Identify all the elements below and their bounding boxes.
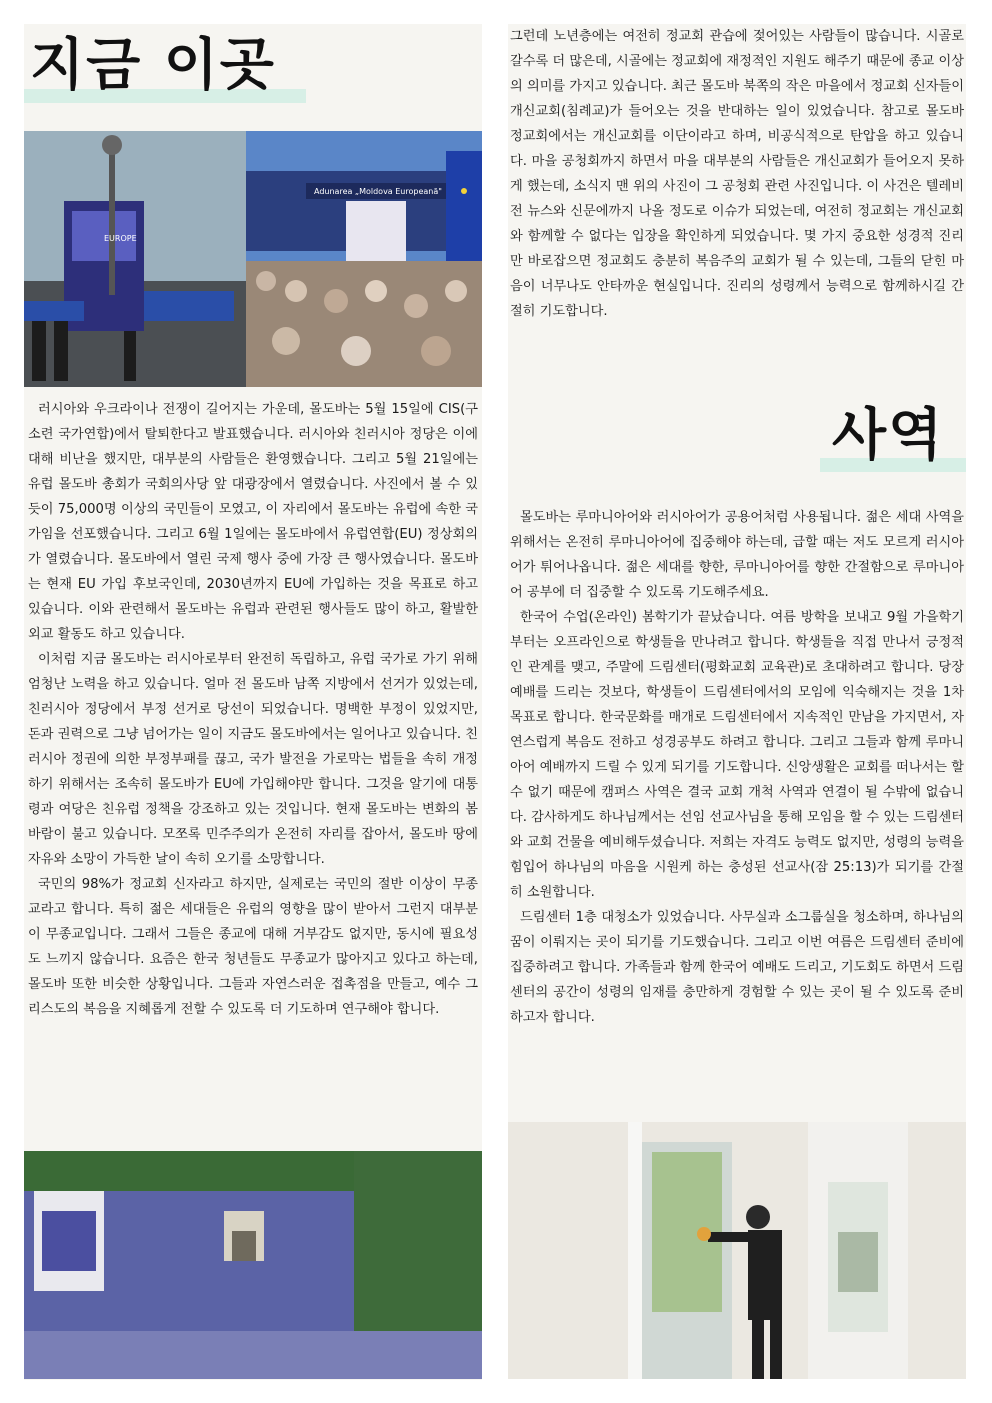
photo-cleaning-window <box>508 1122 966 1379</box>
stage-banner: Adunarea „Moldova Europeană" <box>314 187 442 196</box>
page-title: 지금 이곳 <box>30 33 276 98</box>
right-text-block <box>510 505 964 1030</box>
right-paragraph: 한국어 수업(온라인) 봄학기가 끝났습니다. 여름 방학을 보내고 9월 가을학기부터는 오프라인으로 학생들을 만나려고 합니다. 학생들을 직접 만나서 긍정적인 관계를 맺고, 주말에 드림센터(평화교회 교육관)로 초대하려고 합니다. 당장 예배를 드리는 것보다, 학생들이 드림센터에서의 모임에 익숙해지는 것을 1차 목표로 합니다. 한국문화를 매개로 드림센터에서 지속적인 만남을 가지면서, 자연스럽게 복음도 전하고 성경공부도 하려고 합니다. 그리고 그들과 함께 루마니아어 예배까지 드릴 수 있게 되기를 기도합니다. 신앙생활은 교회를 떠나서는 할 수 없기 때문에 캠퍼스 사역은 결국 교회 개척 사역과 연결이 될 수밖에 없습니다. 감사하게도 하나님께서는 선임 선교사님을 통해 모임을 할 수 있는 드림센터와 교회 건물을 예비해두셨습니다. 저희는 자격도 능력도 없지만, 성령의 능력을 힘입어 하나님의 마음을 시원케 하는 충성된 선교사(잠 25:13)가 되기를 간절히 소원합니다. <box>510 610 964 900</box>
left-paragraph: 러시아와 우크라이나 전쟁이 길어지는 가운데, 몰도바는 5월 15일에 CIS(구소련 국가연합)에서 탈퇴한다고 발표했습니다. 러시아와 친러시아 정당은 이에 대해 비난을 했지만, 대부분의 사람들은 환영했습니다. 그리고 5월 21일에는 유럽 몰도바 총회가 국회의사당 앞 대광장에서 열렸습니다. 사진에서 볼 수 있듯이 75,000명 이상의 국민들이 모였고, 이 자리에서 몰도바는 유럽에 속한 국가임을 선포했습니다. 그리고 6월 1일에는 몰도바에서 유럽연합(EU) 정상회의가 열렸습니다. 몰도바에서 열린 국제 행사 중에 가장 큰 행사였습니다. 몰도바는 현재 EU 가입 후보국인데, 2030년까지 EU에 가입하는 것을 목표로 하고 있습니다. 이와 관련해서 몰도바는 유럽과 관련된 행사들도 많이 하고, 활발한 외교 활동도 하고 있습니다. <box>28 402 478 642</box>
tent-text: EUROPE <box>104 234 137 243</box>
section-title-ministry: 사역 <box>832 403 945 468</box>
photo-exhibit-tent <box>24 131 246 387</box>
right-top-paragraph: 그런데 노년층에는 여전히 정교회 관습에 젖어있는 사람들이 많습니다. 시골로 갈수록 더 많은데, 시골에는 정교회에 재정적인 지원도 해주기 때문에 종교 이상의 의미를 가지고 있습니다. 최근 몰도바 북쪽의 작은 마을에서 정교회 신자들이 개신교회(침례교)가 들어오는 것을 반대하는 일이 있었습니다. 참고로 몰도바 정교회에서는 개신교회를 이단이라고 하며, 비공식적으로 탄압을 하고 있습니다. 마을 공청회까지 하면서 마을 대부분의 사람들은 개신교회가 들어오지 못하게 했는데, 소식지 맨 위의 사진이 그 공청회 관련 사진입니다. 이 사건은 텔레비전 뉴스와 신문에까지 나올 정도로 이슈가 되었는데, 여전히 정교회는 개신교회와 함께할 수 없다는 입장을 확인하게 되었습니다. 몇 가지 중요한 성경적 진리만 바로잡으면 정교회도 충분히 복음주의 교회가 될 수 있는데, 그들의 닫힌 마음이 너무나도 안타까운 현실입니다. 진리의 성령께서 능력으로 함께하시길 간절히 기도합니다. <box>510 29 964 319</box>
left-text-block <box>28 397 478 1022</box>
left-paragraph: 국민의 98%가 정교회 신자라고 하지만, 실제로는 국민의 절반 이상이 무종교라고 합니다. 특히 젊은 세대들은 유럽의 영향을 많이 받아서 그런지 대부분이 무종교입니다. 그래서 그들은 종교에 대해 거부감도 없지만, 동시에 필요성도 느끼지 않습니다. 요즘은 한국 청년들도 무종교가 많아지고 있다고 하는데, 몰도바 또한 비슷한 상황입니다. 그들과 자연스러운 접촉점을 만들고, 예수 그리스도의 복음을 지혜롭게 전할 수 있도록 더 기도하며 연구해야 합니다. <box>28 877 478 1017</box>
right-paragraph: 몰도바는 루마니아어와 러시아어가 공용어처럼 사용됩니다. 젊은 세대 사역을 위해서는 온전히 루마니아어에 집중해야 하는데, 급할 때는 저도 모르게 러시아어가 튀어나옵니다. 젊은 세대를 향한, 루마니아어를 향한 간절함으로 루마니아어 공부에 더 집중할 수 있도록 기도해주세요. <box>510 510 964 600</box>
photo-rally-stage <box>246 131 482 387</box>
right-paragraph: 드림센터 1층 대청소가 있었습니다. 사무실과 소그룹실을 청소하며, 하나님의 꿈이 이뤄지는 곳이 되기를 기도했습니다. 그리고 이번 여름은 드림센터 준비에 집중하려고 합니다. 가족들과 함께 한국어 예배도 드리고, 기도회도 하면서 드림센터의 공간이 성령의 임재를 충만하게 경험할 수 있는 곳이 될 수 있도록 준비하고자 합니다. <box>510 910 964 1025</box>
left-paragraph: 이처럼 지금 몰도바는 러시아로부터 완전히 독립하고, 유럽 국가로 가기 위해 엄청난 노력을 하고 있습니다. 얼마 전 몰도바 남쪽 지방에서 선거가 있었는데, 친러시아 정당에서 부정 선거로 당선이 되었습니다. 명백한 부정이 있었지만, 돈과 권력으로 그냥 넘어가는 일이 지금도 몰도바에서는 일어나고 있습니다. 친러시아 정권에 의한 부정부패를 끊고, 국가 발전을 가로막는 법들을 속히 개정하기 위해서는 조속히 몰도바가 EU에 가입해야만 합니다. 그것을 알기에 대통령과 여당은 친유럽 정책을 강조하고 있는 것입니다. 현재 몰도바는 변화의 봄바람이 불고 있습니다. 모쪼록 민주주의가 온전히 자리를 잡아서, 몰도바 땅에 자유와 소망이 가득한 날이 속히 오기를 소망합니다. <box>28 652 478 867</box>
right-top-text-block <box>510 24 964 324</box>
photo-aerial-crowd <box>24 1151 482 1379</box>
